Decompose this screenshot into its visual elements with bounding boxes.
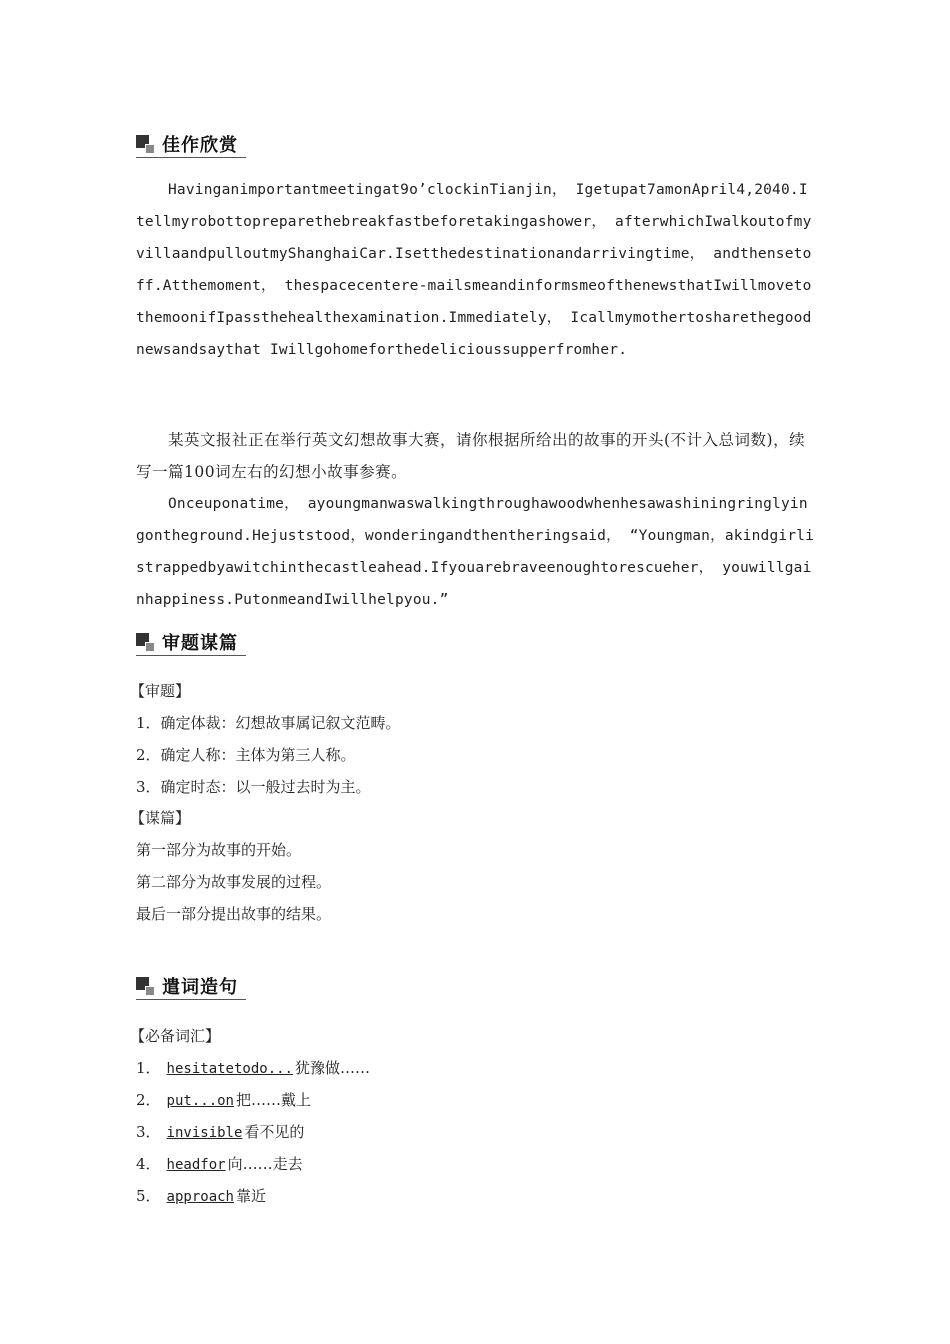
vocab-term: headfor: [166, 1157, 226, 1173]
vocab-number: 5．: [136, 1187, 161, 1205]
list-item: 3．确定时态：以一般过去时为主。: [136, 778, 371, 796]
list-item: 第一部分为故事的开始。: [136, 841, 302, 859]
section-title: 审题谋篇: [162, 633, 238, 654]
vocab-term: hesitatetodo...: [166, 1061, 293, 1077]
section-underline: [136, 655, 246, 656]
vocab-item: [136, 1153, 303, 1176]
vocab-number: 2．: [136, 1091, 161, 1109]
vocab-meaning: 把……戴上: [235, 1091, 311, 1109]
vocab-term: put...on: [166, 1093, 234, 1109]
section-title: 佳作欣赏: [162, 135, 238, 156]
vocab-meaning: 靠近: [235, 1187, 266, 1205]
section-underline: [136, 999, 246, 1000]
section-title: 遣词造句: [162, 977, 238, 998]
vocab-term: invisible: [166, 1125, 243, 1141]
vocab-label: 【必备词汇】: [130, 1027, 221, 1045]
list-item: 1．确定体裁：幻想故事属记叙文范畴。: [136, 714, 401, 732]
section-heading-wording: [136, 973, 238, 999]
sample-essay: Havinganimportantmeetingat9o’clockinTianjin， Igetupat7amonApril4,2040.Itellmyrobottopreparethebreakfastbeforetakingashower， afterwhichIwalkoutofmyvillaandpulloutmyShanghaiCar.Isetthedestinationandarrivingtime， andthensetoff.Atthemoment， thespacecentere-mailsmeandinformsmeofthenewsthatIwillmovetothemoonifIpassthehealthexamination.Immediately， Icallmymothertosharethegoodnewsandsaythat Iwillgohomeforthedelicioussupperfromher.: [136, 182, 812, 358]
vocab-item: [136, 1057, 370, 1080]
vocab-meaning: 向……走去: [227, 1155, 303, 1173]
vocab-meaning: 犹豫做……: [294, 1059, 370, 1077]
vocab-item: [136, 1185, 266, 1208]
list-item: 2．确定人称：主体为第三人称。: [136, 746, 356, 764]
section-heading-analysis: [136, 629, 238, 655]
list-item: 第二部分为故事发展的过程。: [136, 873, 332, 891]
section-marker-icon: [136, 977, 154, 995]
section-marker-icon: [136, 135, 154, 153]
task-prompt: 某英文报社正在举行英文幻想故事大赛，请你根据所给出的故事的开头(不计入总词数)，续写一篇100词左右的幻想小故事参赛。: [136, 431, 806, 481]
list-item: 最后一部分提出故事的结果。: [136, 905, 332, 923]
vocab-number: 1．: [136, 1059, 161, 1077]
vocab-meaning: 看不见的: [244, 1123, 305, 1141]
moupian-label: 【谋篇】: [130, 809, 191, 827]
vocab-number: 3．: [136, 1123, 161, 1141]
vocab-number: 4．: [136, 1155, 161, 1173]
vocab-term: approach: [166, 1189, 234, 1205]
section-marker-icon: [136, 633, 154, 651]
shenti-label: 【审题】: [130, 682, 191, 700]
vocab-item: [136, 1089, 311, 1112]
section-heading-appreciation: [136, 131, 238, 157]
vocab-item: [136, 1121, 304, 1144]
section-underline: [136, 157, 246, 158]
story-opening: Onceuponatime， ayoungmanwaswalkingthroughawoodwhenhesawashiningringlyingontheground.Hejuststood，wonderingandthentheringsaid， “Youngman，akindgirlistrappedbyawitchinthecastleahead.Ifyouarebraveenoughtorescueher， youwillgainhappiness.PutonmeandIwillhelpyou.”: [136, 496, 815, 608]
